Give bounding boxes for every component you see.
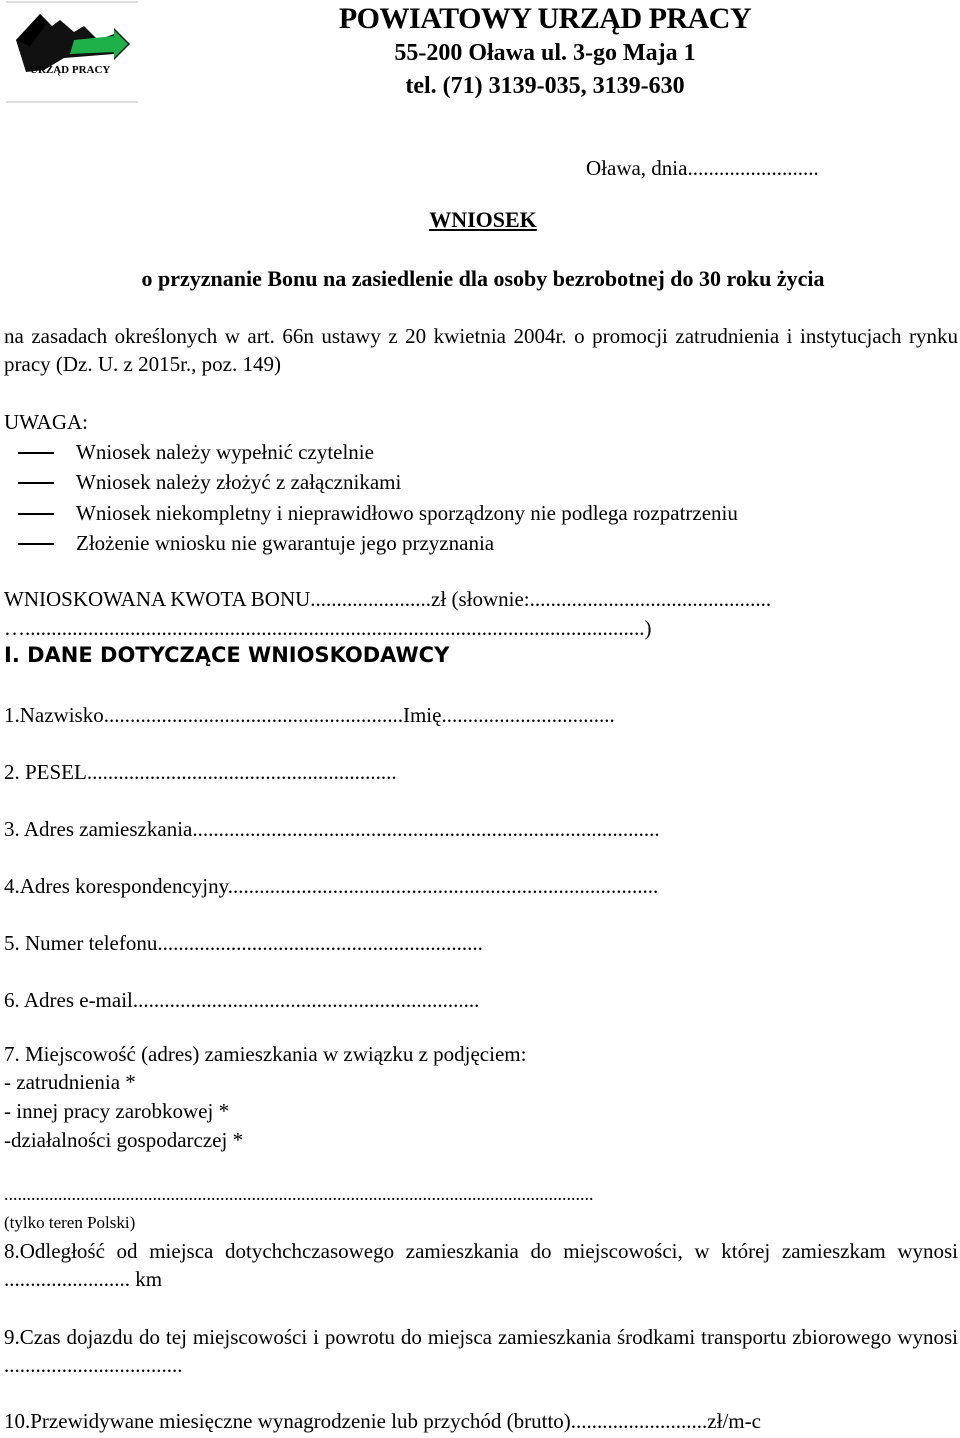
notice-item: Wniosek należy wypełnić czytelnie (76, 440, 374, 464)
legal-basis: na zasadach określonych w art. 66n ustawy z 20 kwietnia 2004r. o promocji zatrudnienia i instytucjach rynku pracy (Dz. U. z 2015r., poz. 149) (4, 324, 958, 376)
q7-blank-line[interactable]: ................................................................................................................................... (4, 1184, 594, 1204)
form-title: WNIOSEK (429, 207, 537, 232)
amount-words-line[interactable]: …......................................................................................................................) (4, 616, 652, 640)
dash-bullet (18, 482, 54, 484)
q7-note: (tylko teren Polski) (4, 1213, 136, 1232)
address-field[interactable]: 3. Adres zamieszkania......................................................................................... (4, 817, 660, 841)
dash-bullet (18, 543, 54, 545)
phone-field[interactable]: 5. Numer telefonu.............................................................. (4, 931, 483, 955)
logo-text: URZĄD PRACY (30, 64, 111, 76)
office-address: 55-200 Oława ul. 3-go Maja 1 (394, 40, 696, 66)
office-phone: tel. (71) 3139-035, 3139-630 (405, 73, 685, 99)
name-field[interactable]: 1.Nazwisko.........................................................Imię................................. (4, 703, 615, 727)
section-heading: I. DANE DOTYCZĄCE WNIOSKODAWCY (4, 643, 450, 667)
office-name: POWIATOWY URZĄD PRACY (338, 2, 752, 35)
correspondence-address-field[interactable]: 4.Adres korespondencyjny.................................................................................. (4, 874, 659, 898)
notice-item: Wniosek należy złożyć z załącznikami (76, 470, 402, 494)
date-line[interactable]: Oława, dnia......................... (586, 156, 819, 180)
notice-item: Złożenie wniosku nie gwarantuje jego przyznania (76, 531, 495, 555)
dash-bullet (18, 513, 54, 515)
notice-label: UWAGA: (4, 410, 88, 434)
dash-bullet (18, 452, 54, 454)
email-field[interactable]: 6. Adres e-mail.................................................................. (4, 988, 480, 1012)
q7-option[interactable]: -działalności gospodarczej * (4, 1128, 244, 1152)
q7-label: 7. Miejscowość (adres) zamieszkania w związku z podjęciem: (4, 1042, 527, 1066)
notice-item: Wniosek niekompletny i nieprawidłowo sporządzony nie podlega rozpatrzeniu (76, 501, 738, 525)
form-subtitle: o przyznanie Bonu na zasiedlenie dla osoby bezrobotnej do 30 roku życia (141, 266, 825, 291)
q7-option[interactable]: - innej pracy zarobkowej * (4, 1099, 230, 1123)
q10-income[interactable]: 10.Przewidywane miesięczne wynagrodzenie lub przychód (brutto)..........................zł/m-c (4, 1409, 761, 1433)
q8-distance[interactable]: 8.Odległość od miejsca dotychchczasowego zamieszkania do miejscowości, w której zamieszkam wynosi ........................ km (4, 1239, 958, 1291)
q9-travel-time[interactable]: 9.Czas dojazdu do tej miejscowości i powrotu do miejsca zamieszkania środkami transportu zbiorowego wynosi .................................. (4, 1325, 958, 1377)
pesel-field[interactable]: 2. PESEL........................................................... (4, 760, 397, 784)
office-logo (4, 0, 140, 104)
q7-option[interactable]: - zatrudnienia * (4, 1070, 136, 1094)
amount-line[interactable]: WNIOSKOWANA KWOTA BONU.......................zł (słownie:.............................................. (4, 587, 772, 611)
